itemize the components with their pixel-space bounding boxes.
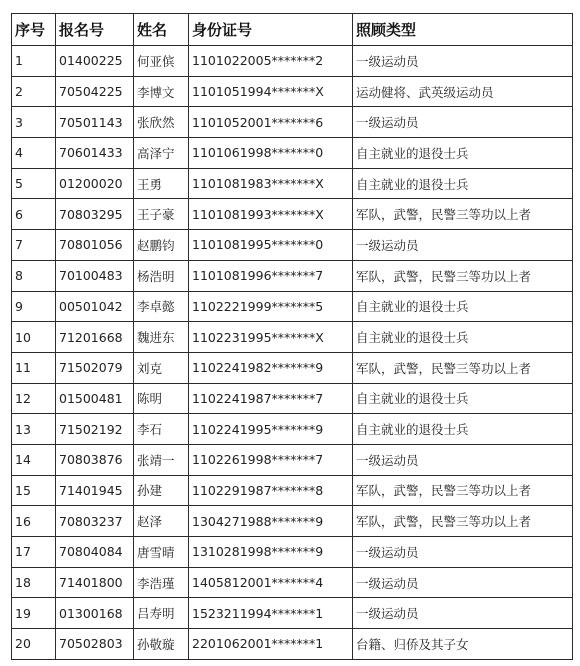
cell-care-type: 军队，武警，民警三等功以上者 <box>353 352 573 383</box>
cell-id-no: 1101051994*******X <box>189 76 353 107</box>
cell-name: 李石 <box>134 414 189 445</box>
cell-reg-no: 70804084 <box>56 537 134 568</box>
cell-reg-no: 00501042 <box>56 291 134 322</box>
table-row <box>12 537 573 568</box>
cell-id-no: 1101081995*******0 <box>189 230 353 261</box>
cell-no: 17 <box>12 537 56 568</box>
cell-care-type: 一级运动员 <box>353 230 573 261</box>
cell-care-type: 自主就业的退役士兵 <box>353 322 573 353</box>
cell-reg-no: 71502192 <box>56 414 134 445</box>
cell-id-no: 1405812001*******4 <box>189 567 353 598</box>
cell-reg-no: 70801056 <box>56 230 134 261</box>
cell-name: 李浩瑾 <box>134 567 189 598</box>
table-row <box>12 76 573 107</box>
cell-reg-no: 70803237 <box>56 506 134 537</box>
cell-id-no: 1304271988*******9 <box>189 506 353 537</box>
candidate-table <box>11 13 573 660</box>
table-row <box>12 506 573 537</box>
cell-id-no: 1101081993*******X <box>189 199 353 230</box>
cell-reg-no: 71201668 <box>56 322 134 353</box>
cell-no: 7 <box>12 230 56 261</box>
cell-id-no: 1102291987*******8 <box>189 475 353 506</box>
cell-name: 孙敬璇 <box>134 629 189 660</box>
cell-name: 李博文 <box>134 76 189 107</box>
table-row <box>12 107 573 138</box>
cell-reg-no: 71401800 <box>56 567 134 598</box>
column-header-id-no: 身份证号 <box>189 14 353 46</box>
cell-care-type: 军队，武警，民警三等功以上者 <box>353 260 573 291</box>
cell-care-type: 自主就业的退役士兵 <box>353 291 573 322</box>
cell-reg-no: 70100483 <box>56 260 134 291</box>
table-row <box>12 629 573 660</box>
cell-no: 14 <box>12 444 56 475</box>
cell-care-type: 自主就业的退役士兵 <box>353 383 573 414</box>
table-row <box>12 567 573 598</box>
cell-care-type: 一级运动员 <box>353 46 573 77</box>
column-header-care-type: 照顾类型 <box>353 14 573 46</box>
table-row <box>12 230 573 261</box>
table-row <box>12 138 573 169</box>
cell-no: 9 <box>12 291 56 322</box>
table-row <box>12 46 573 77</box>
table-row <box>12 475 573 506</box>
cell-no: 20 <box>12 629 56 660</box>
cell-name: 张欣然 <box>134 107 189 138</box>
cell-id-no: 1102231995*******X <box>189 322 353 353</box>
cell-no: 13 <box>12 414 56 445</box>
cell-care-type: 自主就业的退役士兵 <box>353 414 573 445</box>
cell-reg-no: 01300168 <box>56 598 134 629</box>
column-header-reg-no: 报名号 <box>56 14 134 46</box>
cell-reg-no: 71502079 <box>56 352 134 383</box>
cell-name: 赵泽 <box>134 506 189 537</box>
cell-name: 刘克 <box>134 352 189 383</box>
cell-name: 王子豪 <box>134 199 189 230</box>
cell-no: 3 <box>12 107 56 138</box>
cell-name: 高泽宁 <box>134 138 189 169</box>
cell-no: 4 <box>12 138 56 169</box>
cell-name: 陈明 <box>134 383 189 414</box>
table-row <box>12 414 573 445</box>
cell-id-no: 1102221999*******5 <box>189 291 353 322</box>
column-header-name: 姓名 <box>134 14 189 46</box>
cell-care-type: 一级运动员 <box>353 444 573 475</box>
cell-name: 吕寿明 <box>134 598 189 629</box>
cell-no: 11 <box>12 352 56 383</box>
table-body <box>12 46 573 660</box>
cell-id-no: 1101052001*******6 <box>189 107 353 138</box>
cell-id-no: 1101061998*******0 <box>189 138 353 169</box>
cell-name: 孙建 <box>134 475 189 506</box>
cell-id-no: 1102241995*******9 <box>189 414 353 445</box>
cell-id-no: 1102241987*******7 <box>189 383 353 414</box>
table-row <box>12 199 573 230</box>
cell-no: 18 <box>12 567 56 598</box>
table-header-row <box>12 14 573 46</box>
cell-no: 2 <box>12 76 56 107</box>
table-row <box>12 322 573 353</box>
table-row <box>12 383 573 414</box>
cell-id-no: 1101081996*******7 <box>189 260 353 291</box>
cell-id-no: 1102261998*******7 <box>189 444 353 475</box>
cell-no: 5 <box>12 168 56 199</box>
table-row <box>12 352 573 383</box>
cell-reg-no: 01500481 <box>56 383 134 414</box>
cell-id-no: 1101022005*******2 <box>189 46 353 77</box>
cell-care-type: 军队，武警，民警三等功以上者 <box>353 475 573 506</box>
cell-no: 12 <box>12 383 56 414</box>
cell-care-type: 一级运动员 <box>353 107 573 138</box>
cell-id-no: 2201062001*******1 <box>189 629 353 660</box>
cell-reg-no: 70502803 <box>56 629 134 660</box>
cell-name: 杨浩明 <box>134 260 189 291</box>
cell-id-no: 1523211994*******1 <box>189 598 353 629</box>
cell-name: 王勇 <box>134 168 189 199</box>
cell-no: 16 <box>12 506 56 537</box>
cell-no: 15 <box>12 475 56 506</box>
cell-no: 8 <box>12 260 56 291</box>
cell-reg-no: 01400225 <box>56 46 134 77</box>
cell-name: 张靖一 <box>134 444 189 475</box>
cell-care-type: 军队，武警，民警三等功以上者 <box>353 506 573 537</box>
cell-care-type: 自主就业的退役士兵 <box>353 138 573 169</box>
cell-no: 10 <box>12 322 56 353</box>
cell-reg-no: 70803876 <box>56 444 134 475</box>
cell-name: 唐雪晴 <box>134 537 189 568</box>
cell-care-type: 一级运动员 <box>353 537 573 568</box>
cell-name: 赵鹏钧 <box>134 230 189 261</box>
cell-care-type: 台籍、归侨及其子女 <box>353 629 573 660</box>
cell-id-no: 1101081983*******X <box>189 168 353 199</box>
table-row <box>12 291 573 322</box>
cell-no: 1 <box>12 46 56 77</box>
cell-name: 李卓懿 <box>134 291 189 322</box>
cell-name: 何亚傧 <box>134 46 189 77</box>
cell-name: 魏进东 <box>134 322 189 353</box>
cell-care-type: 运动健将、武英级运动员 <box>353 76 573 107</box>
cell-no: 19 <box>12 598 56 629</box>
cell-reg-no: 70501143 <box>56 107 134 138</box>
cell-no: 6 <box>12 199 56 230</box>
cell-care-type: 一级运动员 <box>353 567 573 598</box>
cell-reg-no: 01200020 <box>56 168 134 199</box>
cell-reg-no: 70504225 <box>56 76 134 107</box>
cell-reg-no: 71401945 <box>56 475 134 506</box>
column-header-no: 序号 <box>12 14 56 46</box>
cell-id-no: 1310281998*******9 <box>189 537 353 568</box>
cell-care-type: 军队，武警，民警三等功以上者 <box>353 199 573 230</box>
cell-reg-no: 70803295 <box>56 199 134 230</box>
table-row <box>12 598 573 629</box>
cell-reg-no: 70601433 <box>56 138 134 169</box>
table-row <box>12 444 573 475</box>
cell-care-type: 自主就业的退役士兵 <box>353 168 573 199</box>
cell-id-no: 1102241982*******9 <box>189 352 353 383</box>
cell-care-type: 一级运动员 <box>353 598 573 629</box>
table-row <box>12 168 573 199</box>
table-row <box>12 260 573 291</box>
